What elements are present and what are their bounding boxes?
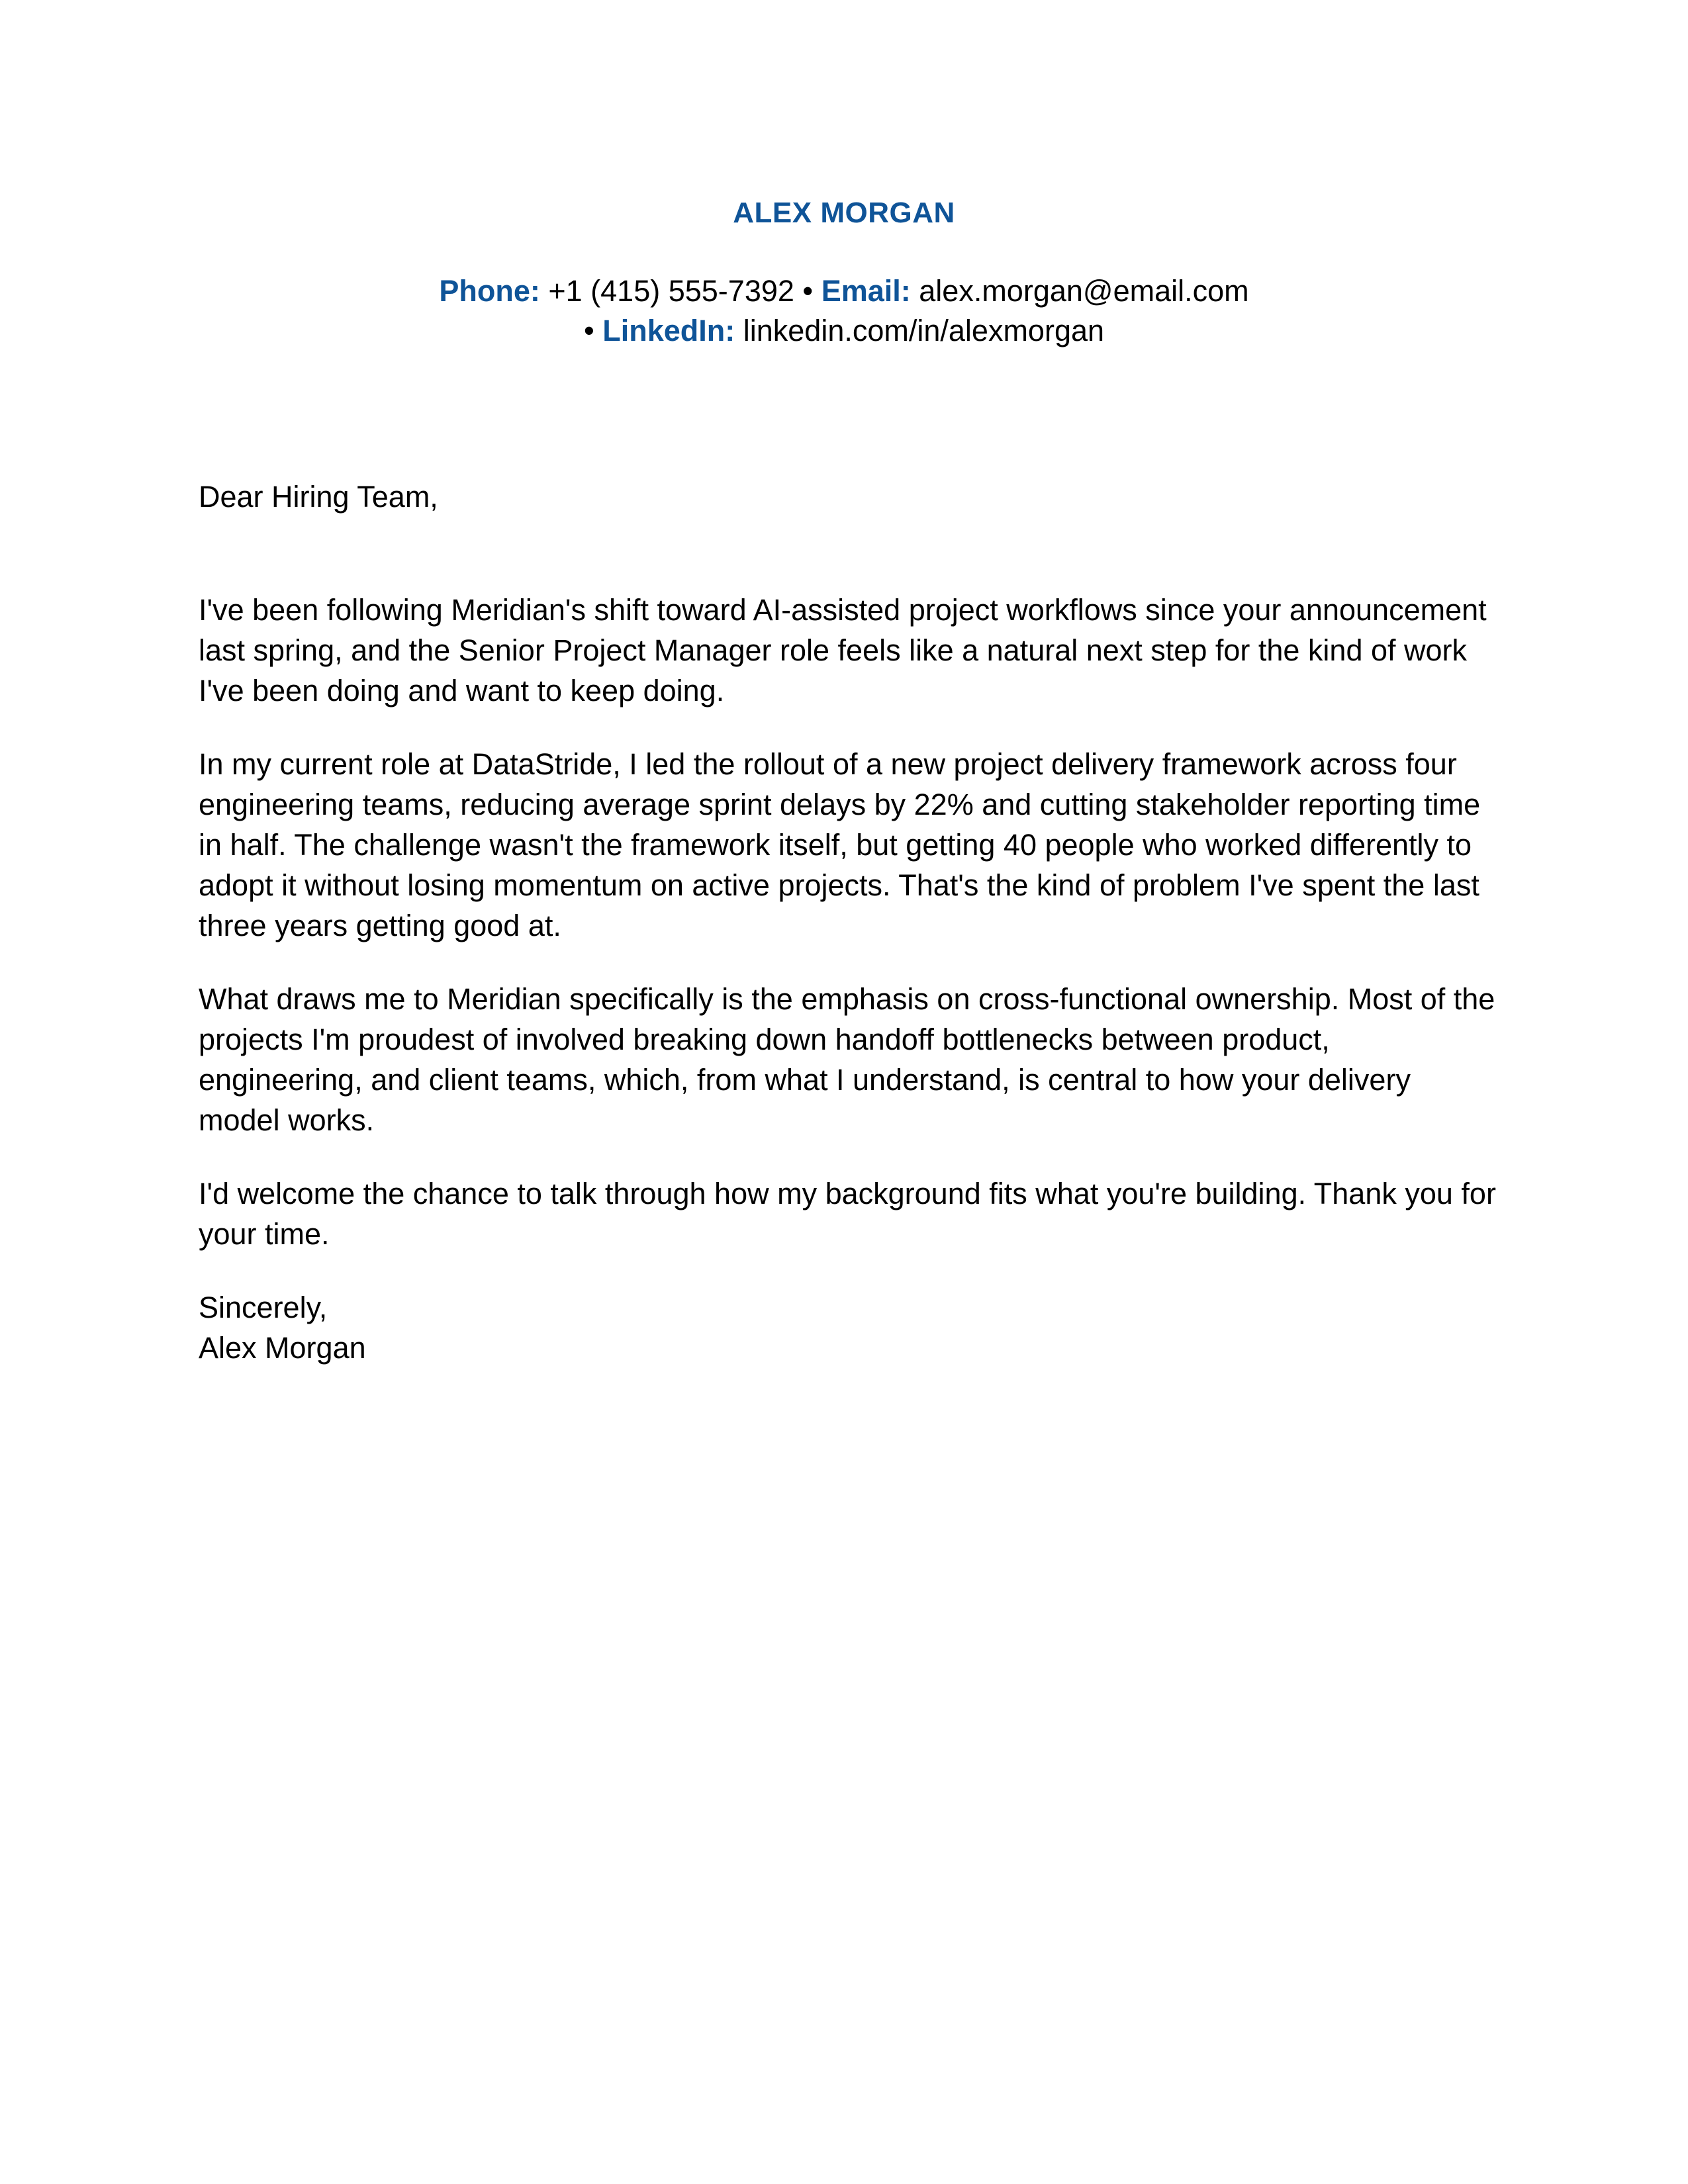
linkedin-value: linkedin.com/in/alexmorgan — [743, 314, 1105, 347]
letter-body — [199, 477, 1496, 1368]
phone-value: +1 (415) 555-7392 — [548, 274, 794, 308]
contact-line-1 — [0, 271, 1688, 311]
linkedin-label: LinkedIn: — [602, 314, 735, 347]
email-value: alex.morgan@email.com — [919, 274, 1249, 308]
email-label: Email: — [821, 274, 911, 308]
paragraph-experience: In my current role at DataStride, I led the rollout of a new project delivery framework across four engineering teams, reducing average sprint delays by 22% and cutting stakeholder reporting time in half. The challenge wasn't the framework itself, but getting 40 people who worked differently to adopt it without losing momentum on active projects. That's the kind of problem I've spent the last three years getting good at. — [199, 747, 1481, 942]
signature: Alex Morgan — [199, 1331, 366, 1365]
paragraph-intro: I've been following Meridian's shift toward AI-assisted project workflows since your announcement last spring, and the Senior Project Manager role feels like a natural next step for the kind of work I've been doing and want to keep doing. — [199, 593, 1487, 707]
paragraph-motivation: What draws me to Meridian specifically is the emphasis on cross-functional ownership. Most of the projects I'm proudest of involved breaking down handoff bottlenecks between product, engineering, and client teams, which, from what I understand, is central to how your delivery model works. — [199, 982, 1495, 1137]
contact-separator: • — [802, 274, 814, 308]
contact-line-2 — [0, 311, 1688, 351]
salutation: Dear Hiring Team, — [199, 480, 438, 514]
phone-label: Phone: — [439, 274, 540, 308]
applicant-name: ALEX MORGAN — [733, 197, 955, 229]
letter-header — [0, 192, 1688, 351]
closing-phrase: Sincerely, — [199, 1291, 328, 1324]
contact-info — [0, 271, 1688, 351]
paragraph-closing: I'd welcome the chance to talk through how my background fits what you're building. Thank you for your time. — [199, 1177, 1496, 1251]
contact-separator: • — [583, 314, 594, 347]
